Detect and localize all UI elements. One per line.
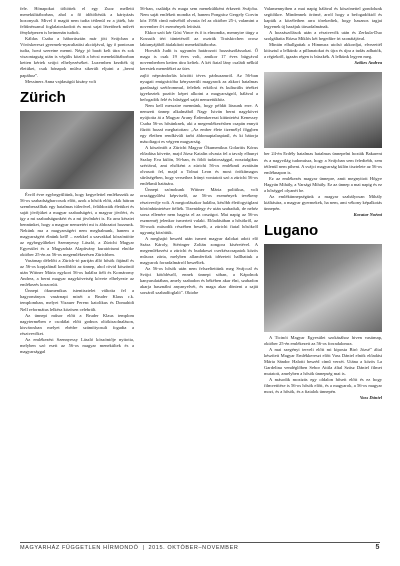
author-signature: Szőkes Andrea — [354, 60, 382, 66]
footer-divider — [20, 542, 380, 543]
column-3 — [264, 6, 382, 402]
paragraph: A hozzászólások után a résztvevők után és Zerkula-Duo szolgáltatta Rózsa Miklós két hegedűre írt szonátájával. — [264, 30, 382, 42]
photo-memorial — [264, 72, 382, 148]
paragraph: zajló népvándorlás közötti téves párhuzamról. Az 56-ban nyugati emigrációba kényszerült magyarok az akkori hatalmas gazdasági szétfrommul, feleltek erkölcsi és kulturális téréket igyekeztek pozitív képet alkotni a magyarságról, hálával a befogadók felé és hűséggel saját nemzetükhöz. — [140, 72, 258, 102]
author-signature: Vass Dániel — [359, 395, 382, 401]
paragraph: Messiners Anna vajdaságúi kisány volt — [25, 78, 96, 84]
paragraph: Horváth Judit is ugyanón határozott hozzászólássokat. Ő maga is csak 19 éves volt, amikor 17 éves bügyával novemberben ketten útra keltek. A két fiatal lány családi nélkül kerestek menedéket az ütes — [140, 48, 258, 72]
column-1 — [20, 6, 134, 355]
publication-name: MAGYARHÁZ FÜGGETLEN HÍRMONDÓ — [20, 545, 139, 551]
paragraph: Káldas Csaba a háborúsztán már jött Svájcban a Vöröskereszt gyermek-nyaraltatási akciójával, így ő pontosan tudta, hová szeretne menni. Négy jó barát kelt útra és sok viszontagság után is végülis közölt a bécsi menekülttáborban ketten kértek svájci elhelyezéséket. Luzernben kezdték új életüket, csak hónapok múlva sikerült eljutni a „berni papához”. — [20, 36, 134, 78]
paragraph: Az emlékünnepségünk a magyar szabályosan Mihály kiáltására, a magyar gyermekek, ha nem, ami vékony képalkotás ünnepén. — [264, 193, 382, 211]
section-title-zurich: Zürich — [20, 88, 66, 106]
page-footer — [20, 545, 380, 555]
paragraph: Ünnepi szónokunk Wittner Mária politikus, volt országgyűlési képviselő, az 56-os események tevékeny résztvevője volt. A megtorlásakor halálra, később életfogytiglani börtönbüntetésre ítélték. Tizenidegy év után szabadult, de nehéz sorsa ellenére nem hagyta el az országot. Mai napig az 56-os eszmeméj jelenkor ismerteti valaki. Előadásában a hősökről, az 56-osok második részében beszélt, a zürichi fiatal hősökről ugyanig közöttük. — [140, 187, 258, 235]
section-title-lugano: Lugano — [264, 221, 319, 239]
paragraph: Valamennyiben a mai napig hálával és köszönettel gondolunk segítőikre. Mindennek örömé, arról hogy a befogadóktól és kapták a közéletben arra törekedtek, hogy hasznos tagjai legyenek új hazájuk társadalmának. — [264, 6, 382, 30]
paragraph: Az 56-os hősök után nem felszeltettünk meg Svájccal és Svájci kötődésről, ennek ünnepi sóban, a Kápolnok kanyarulatában, amely szabadon és békében akar élni, szabadon akarja használni anyanyelvét, és maga akar dönteni a saját sorsáról szabadfoglaló". Oktobe — [140, 266, 258, 296]
author-signature: Kovatar Noémi — [353, 211, 382, 217]
paragraph: A köszöntőt a Zürichi Magyar Ökumenikus Golaritis Kórus előadása követte, majd Józsz Katalin olvasta fel a tavaly elhunyt Szalay Eva külön, 56-ban, és földi tudatossággal, nosztalgikus szériával, ami elsőként a zürichi 56-os emlékmű avatásán olvasott fel, majd a Tolnai Leon és most örökítmagos sűrűségében, hogy verseihez Irányt vontatott szó a zürichi 56-os emlékmű hatására. — [140, 145, 258, 187]
paragraph: ber 24-én Erdély hatalmas hatalmas ünnepelni hozták Bakarent és a nagyvilág tudomúsra, hogy a Svájcban sem feledtebb, sem tétlenül nem pihent. A svájci magyarság külön tisztelete az 56-os emléknapon is. — [264, 151, 382, 175]
paragraph: Ünnepi ökumenikus istentisztelet váltotta fel a hagyományos vasárnapi misét a Bruder Klaus r.k. templomban, melyet Vizauer Ferenc katolikus és Domahidi Nell református lelkész közösen celebrált. — [20, 288, 134, 312]
paragraph: A Ticinói Magyar Egyesület szokásához hiven vasárnap, október 25-én emlékezett az 56-os forradalomra. — [264, 334, 382, 347]
paragraph: Az ünnepi műsor előtt a Bruder Klaus templom nagytermében e csodálat előtt godnos oltókiszolnaláson, kisvárosban melyet ebédre számíttyosult fogadta a résztvevőket. — [20, 312, 134, 336]
paragraph: Az emlékezést Szennyessy László köszöntője nyitotta, melyben szó esett az 56-os magyar menekültek és a magyarsággal — [20, 336, 134, 354]
paragraph: Évről évre egybegyűltünk, hogy kegyelettel emlékezzük az 56-os szabadságharcosok előtt, azok a hősök előtt, akik hátran szembeszálltak egy hatalmas túlerővel, feláldozták életüket és saját jövőjüket a magyar szabadságért, a magyar jövőért, és így a mi szabadságunkért és a mi jövőnkért is. Ez arra késztet bennünket, hogy a magyar nemzetért mi is áldozatot hozzunk. Nekünk ma a magyarságért nem meghalnunk, hanem a magyarságért élnünk kell! – ezekkel a szavakkal köszöntötte az egybegyűlteket Szennyessy László, a Zürichi Magyar Egyesület és a Magyarház Alapítvány kuratóriumi elnöke október 25-én az 56-os megemlékezésen Zürichben. — [20, 191, 134, 258]
column-2 — [140, 6, 258, 296]
paragraph: Nem kell messzire mennünk, hogy példát lássunk erre. A nemzeti ünnep alkalmából Nagy István berni nagykövet nyújtotta át a Magyar Arany Érdemkereszt kitüntetést Kenessey Csaba 56-os hősünknek, aki a megemlékezésben csapán ennyit fűzött hozzá meghatottan: „Az ember élete tizemélyl főggben egy életben rendkívüli tarbi áldomaptalaspiaúl, és ki bátorja másoltagot es végyen magyarság. — [140, 102, 258, 145]
paragraph: A meghajtó beszéd után ismert magyar dalokat adott elő Szász Károly, Stéringer Zoltán zongora kíséretével. A megemlékezést a zürichi és budakeszi cserkészcsapatok közös műsora zárta, melyben allamferfiak idézeteit hallhattuk a magyarok forradalmárról beszéltek. — [140, 235, 258, 265]
footer-publication-info — [20, 545, 238, 551]
paragraph: fele. Hónapokat töltöttek el egy Zuoz melletti menekülttáborban, ahol a fő időtöltésük a kártyázás hozonyult. Mivel ő magát nem tudta tétlenül ez a játék, bár feltűnéssanul foglalatoskodott és most sajat lézetőnek művét fényképezen is betmenán tudtok. — [20, 6, 134, 36]
paragraph: A mai szegényi terveli előtt mi kiposta Biró Józsé" által készített Magyar Emlékkereszt előtt Vass Dániel elnök előadást Mária Sándor Halotti beszéd című versét. Utána a közös La Gardelina vendéglőben Sebor Attila által Szász Dániel filmet mutatott, amelyben a hősök ünnepség mai is. — [264, 347, 382, 377]
page-number: 5 — [375, 544, 380, 551]
photo-zurich-ceremony — [20, 111, 134, 189]
paragraph: 56-ban, családja és maga sem menekültként érkezett Svájcba. Nem saját emlékeit mondta el, hanem Pongrácz Gergely Corvin köz 1956 című művéből olvasta fel az október 25-i, valamint a november 4-i események leírását. — [140, 6, 258, 30]
paragraph: Vasárnap délelőtt a Zürich-tó partján álló hősök fájánál és az 56-os kopjafánál kezdődött az ünnep, ahol rövid köszöntő után Wittner Mária egykori 56-os halálra ítélt és Kornáromy Andrea, a berni magyar nagykövetség követe elhelyezte az emlékezés koszorúit. — [20, 258, 134, 288]
paragraph: Ekkor szót kér Gósi Vince és ő is elmondta, mennyire tárgy a Kossuth téri tüntetésről az osztrák Traiskirchen orosz laktanyájáből átalakított menekülttáborba. — [140, 30, 258, 48]
paragraph: A második mozizás egy oldalon hőseit előtt és ez hogy filmvetítése is 56-os hősök előtt, és a magyarok, a 56-os magyar mozi, és a hősök, és a fiatalok ünnepén. — [264, 377, 382, 395]
paragraph: Ez az emlékezés magyar ünnepre, amit megnyitott Hőgye Hagyán Mihály, a Varsági Mihály. Ez az ünnep a mai napig és ez a hőséggel olyanét be. — [264, 175, 383, 193]
footer-separator: | — [142, 545, 145, 551]
paragraph: Mintán elhallgattak a Himnusz utolsó akkordjai, elvezettél kitisztul a lelkünk: a pillanatokat és újra és újra a tudás adhatók, a régiekről, igazán régen is büszkék. A lelkünk legyen meg. — [264, 42, 382, 60]
photo-lugano-ceremony — [264, 244, 382, 332]
issue-date: 2015. OKTÓBER–NOVEMBER — [148, 545, 239, 551]
